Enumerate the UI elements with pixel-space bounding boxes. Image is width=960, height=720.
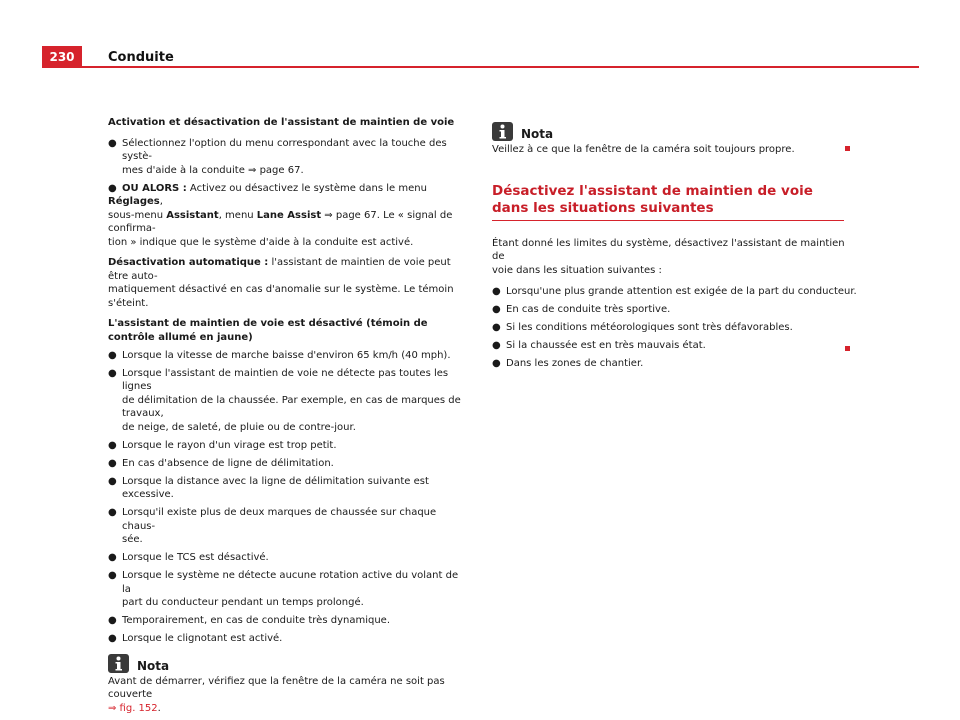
text-run: ⇒ page 67. Le « signal de confirma- tion » indique que le système d'aide à la conduite est activé. [108, 209, 453, 248]
header-divider [42, 66, 919, 68]
text-run: Avant de démarrer, vérifiez que la fenêtre de la caméra ne soit pas couverte [108, 675, 445, 700]
nota-header [492, 122, 857, 141]
list-item-text: Lorsque la vitesse de marche baisse d'environ 65 km/h (40 mph). [122, 349, 451, 361]
nota-text: Veillez à ce que la fenêtre de la caméra soit toujours propre. [492, 144, 795, 155]
list-item [108, 551, 468, 565]
list-item [492, 357, 857, 371]
list-item [108, 569, 468, 610]
bullet-icon: ● [108, 439, 117, 451]
list-item [108, 506, 468, 547]
text-run: . [157, 702, 161, 714]
bullet-icon: ● [108, 457, 117, 469]
info-icon [492, 122, 513, 141]
bullet-icon: ● [108, 570, 117, 581]
bullet-icon: ● [108, 349, 117, 361]
list-item-text: Lorsque la distance avec la ligne de délimitation suivante est excessive. [122, 475, 429, 500]
menu-lane-assist: Lane Assist [256, 209, 322, 221]
list-item-text: Lorsqu'il existe plus de deux marques de chaussée sur chaque chaus- sée. [122, 507, 437, 545]
text-run: Activez ou désactivez le système dans le menu [186, 182, 427, 194]
bullet-icon: ● [108, 182, 117, 194]
list-item-text: Lorsque le système ne détecte aucune rotation active du volant de la part du conducteur pendant un temps prolongé. [122, 570, 459, 608]
bullet-icon: ● [108, 475, 117, 487]
section-heading: Activation et désactivation de l'assistant de maintien de voie [108, 117, 455, 128]
nota-text [108, 675, 468, 716]
list-item [108, 367, 468, 435]
ou-alors-label: OU ALORS : [122, 182, 187, 194]
condition-list [108, 349, 468, 646]
bullet-icon: ● [108, 615, 117, 626]
list-item [108, 439, 468, 453]
list-item [108, 475, 468, 502]
list-item-text: Lorsque le rayon d'un virage est trop petit. [122, 439, 337, 451]
text-run: , menu [218, 209, 257, 221]
bullet-icon: ● [492, 340, 501, 351]
list-item [108, 457, 468, 471]
list-item-text: En cas de conduite très sportive. [506, 304, 671, 315]
text-run: , sous-menu [108, 196, 164, 221]
section-title: Désactivez l'assistant de maintien de voie dans les situations suivantes [492, 183, 844, 221]
list-item-text: Si les conditions météorologiques sont très défavorables. [506, 322, 793, 333]
bullet-icon: ● [492, 358, 501, 369]
nota-label: Nota [521, 127, 554, 141]
list-item [492, 339, 857, 353]
list-item [492, 303, 857, 317]
intro-paragraph: Étant donné les limites du système, désactivez l'assistant de maintien de voie dans les situation suivantes : [492, 237, 845, 276]
list-item-text: En cas d'absence de ligne de délimitation. [122, 457, 334, 469]
page-number: 230 [42, 46, 82, 67]
menu-assistant: Assistant [166, 209, 219, 221]
list-item-text: Sélectionnez l'option du menu correspondant avec la touche des systè- mes d'aide à la conduite ⇒ page 67. [122, 137, 447, 176]
bullet-icon: ● [108, 137, 117, 149]
bullet-icon: ● [108, 507, 117, 518]
bullet-icon: ● [108, 367, 117, 379]
list-item-text: Lorsqu'une plus grande attention est exigée de la part du conducteur. [506, 286, 857, 297]
subheading: L'assistant de maintien de voie est désactivé (témoin de contrôle allumé en jaune) [108, 318, 428, 343]
text-run: l'assistant de maintien de voie peut être auto- matiquement désactivé en cas d'anomalie sur le système. Le témoin s'éteint. [108, 257, 454, 309]
list-item [108, 137, 468, 178]
list-item [492, 321, 857, 335]
bullet-icon: ● [492, 286, 501, 297]
fig-link[interactable]: ⇒ fig. 152 [108, 702, 158, 714]
nota-label: Nota [137, 658, 170, 673]
bullet-icon: ● [108, 633, 117, 644]
auto-deactivation-paragraph [108, 256, 468, 310]
bullet-icon: ● [492, 304, 501, 315]
list-item [108, 349, 468, 363]
left-column [108, 116, 468, 720]
nota-header [108, 654, 468, 673]
list-item-text: Si la chaussée est en très mauvais état. [506, 340, 706, 351]
bullet-icon: ● [492, 322, 501, 333]
list-item-text: Lorsque l'assistant de maintien de voie ne détecte pas toutes les lignes de délimitation de la chaussée. Par exemple, en cas de marques de travaux, de neige, de saleté, de pluie ou de contre-jour. [122, 367, 461, 433]
end-marker [845, 146, 850, 151]
situation-list [492, 285, 857, 371]
list-item-text: Temporairement, en cas de conduite très dynamique. [122, 615, 390, 626]
list-item [108, 182, 468, 250]
list-item-text: Lorsque le TCS est désactivé. [122, 552, 269, 563]
list-item-text: Dans les zones de chantier. [506, 358, 644, 369]
list-item-text: Lorsque le clignotant est activé. [122, 633, 283, 644]
end-marker [845, 346, 850, 351]
right-column [492, 122, 857, 375]
list-item [492, 285, 857, 299]
bullet-icon: ● [108, 552, 117, 563]
list-item [108, 632, 468, 646]
menu-reglages: Réglages [108, 196, 160, 207]
list-item [108, 614, 468, 628]
page-title: Conduite [108, 50, 174, 65]
info-icon [108, 654, 129, 673]
auto-deactivation-label: Désactivation automatique : [108, 257, 269, 268]
